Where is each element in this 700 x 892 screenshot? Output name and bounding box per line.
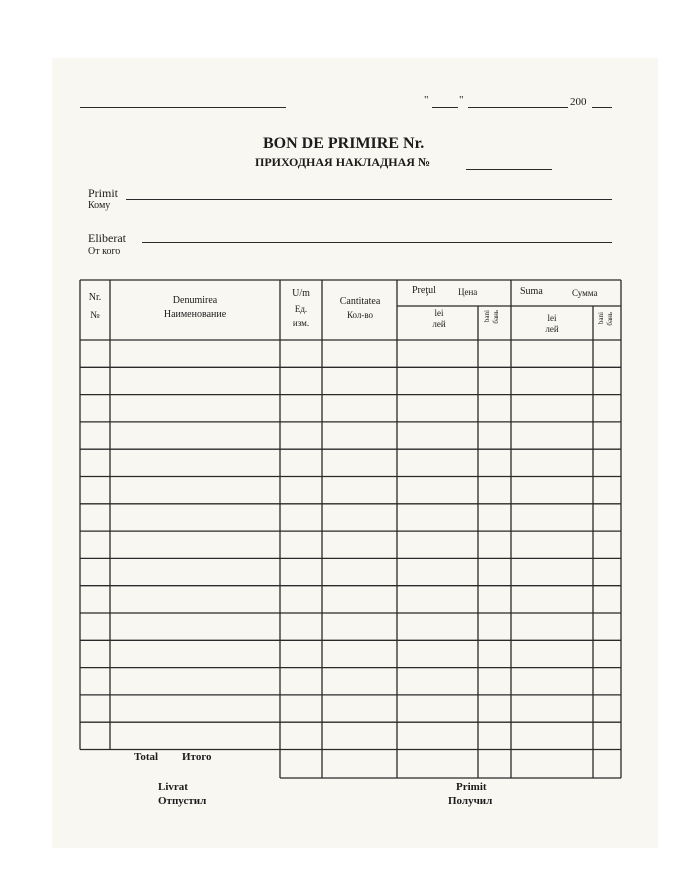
date-quote-left: " xyxy=(424,94,429,106)
col-pretul-lei-ru: лей xyxy=(432,319,446,329)
primit-signature-label-ru: Получил xyxy=(448,795,493,807)
total-label: Total xyxy=(134,751,159,763)
col-pretul-bani: bani xyxy=(483,310,491,323)
col-um-label-ru1: Ед. xyxy=(294,304,308,314)
col-pretul-bani-ru: бань xyxy=(492,310,500,324)
primit-label-ru: Кому xyxy=(88,200,111,211)
col-denumirea-label: Denumirea xyxy=(172,295,218,306)
livrat-label: Livrat xyxy=(158,781,188,793)
livrat-label-ru: Отпустил xyxy=(158,795,207,807)
col-um-label-ru2: изм. xyxy=(292,318,310,328)
col-pretul-label-ru: Цена xyxy=(458,287,478,297)
col-suma-bani: bani xyxy=(597,312,605,325)
col-nr-label-ru: № xyxy=(90,310,100,321)
eliberat-label-ru: От кого xyxy=(88,246,121,257)
col-um-label: U/m xyxy=(292,288,310,299)
primit-label: Primit xyxy=(88,186,119,200)
col-cantitatea-label-ru: Кол-во xyxy=(346,310,374,320)
total-label-ru: Итого xyxy=(182,751,212,763)
col-cantitatea-label: Cantitatea xyxy=(339,296,381,307)
col-suma-label: Suma xyxy=(520,286,543,297)
col-pretul-lei: lei xyxy=(434,308,444,318)
date-quote-mid: " xyxy=(459,94,464,106)
year-label: 200 xyxy=(570,96,587,108)
primit-signature-label: Primit xyxy=(456,781,487,793)
col-denumirea-label-ru: Наименование xyxy=(163,309,227,320)
document-title: BON DE PRIMIRE Nr. xyxy=(263,135,425,152)
col-suma-label-ru: Сумма xyxy=(572,288,598,298)
col-pretul-label: Preţul xyxy=(412,285,436,296)
col-suma-lei-ru: лей xyxy=(545,324,559,334)
eliberat-label: Eliberat xyxy=(88,231,126,245)
col-suma-bani-ru: бань xyxy=(606,312,614,326)
col-nr-label: Nr. xyxy=(88,292,102,303)
document-subtitle: ПРИХОДНАЯ НАКЛАДНАЯ № xyxy=(255,155,431,169)
col-suma-lei: lei xyxy=(547,313,557,323)
